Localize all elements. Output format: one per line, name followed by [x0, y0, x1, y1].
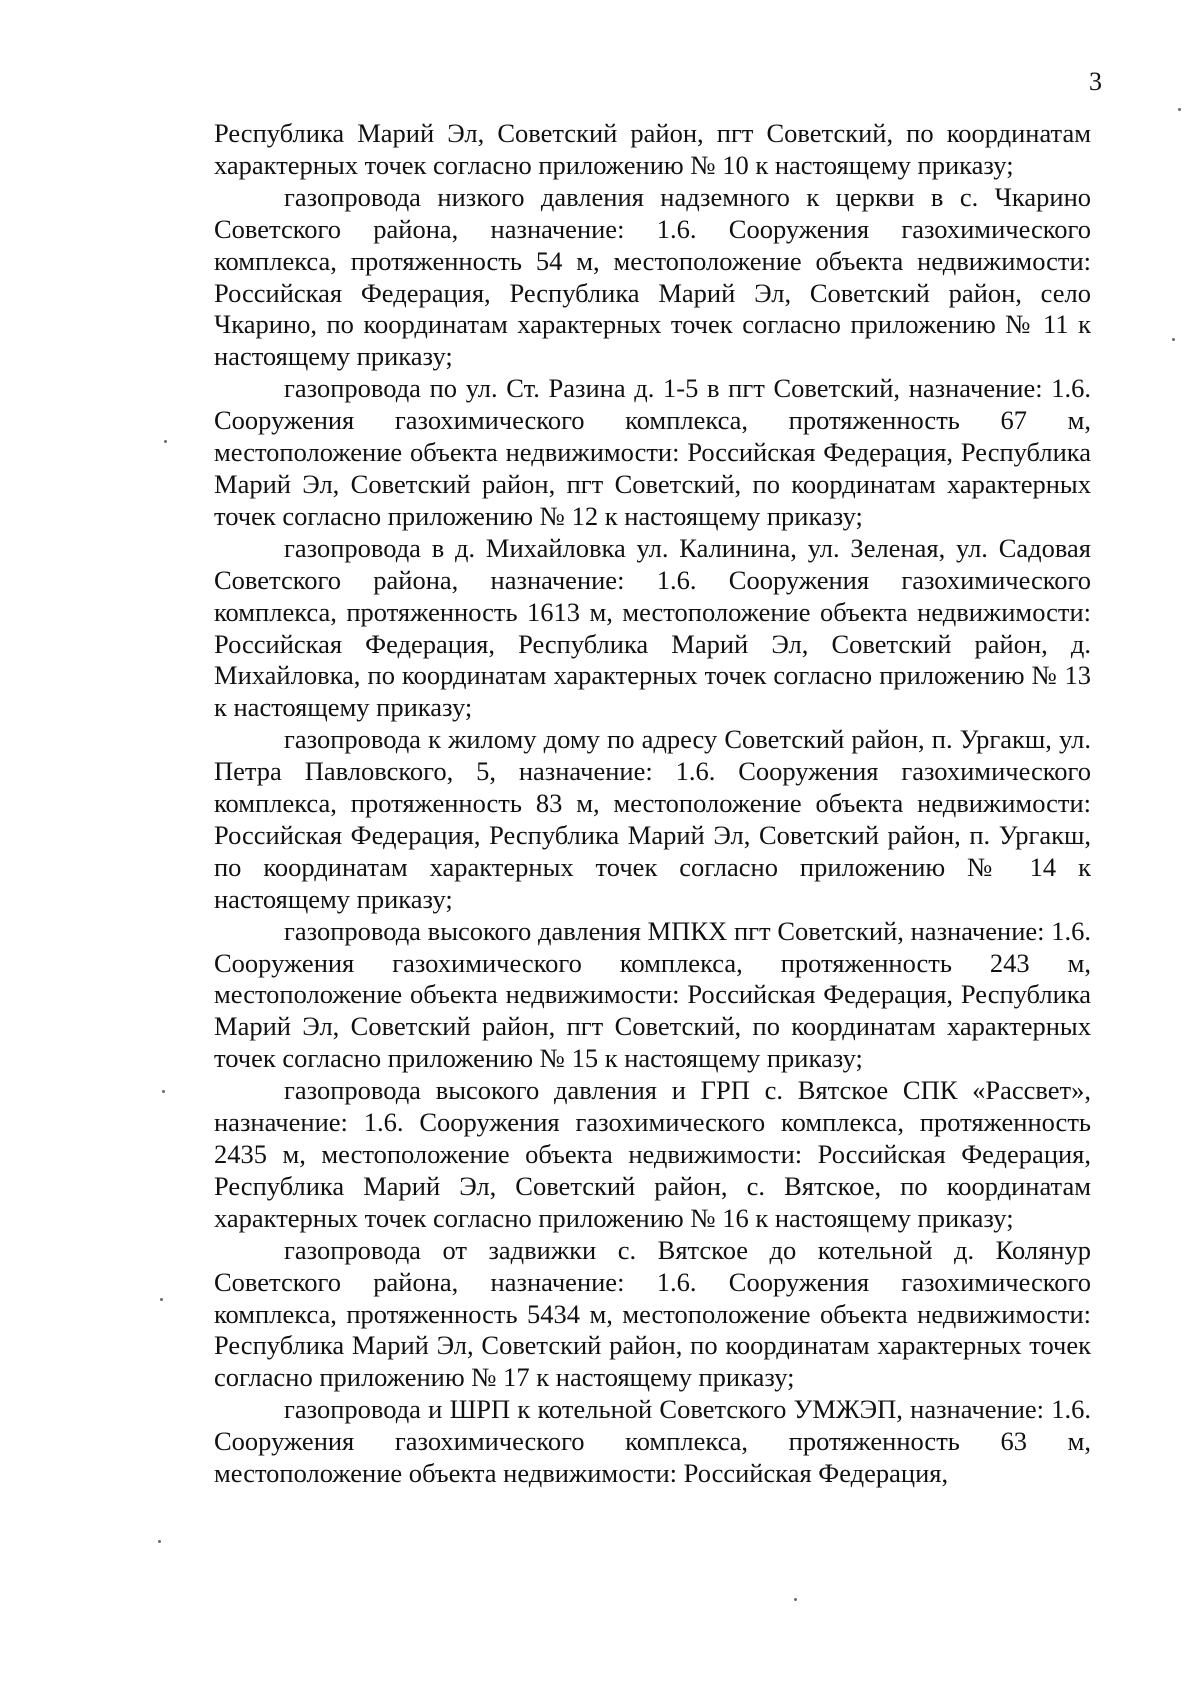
scan-speck	[162, 1090, 165, 1093]
paragraph-item: газопровода от задвижки с. Вятское до котельной д. Колянур Советского района, назначение: 1.6. Сооружения газохимического комплекса, протяженность 5434 м, местоположение объекта недвижимости: Республика Марий Эл, Советский район, по координатам характерных точек согласно приложению № 17 к настоящему приказу;	[214, 1234, 1091, 1393]
scan-speck	[794, 1598, 797, 1601]
paragraph-item: газопровода в д. Михайловка ул. Калинина, ул. Зеленая, ул. Садовая Советского района, назначение: 1.6. Сооружения газохимического комплекса, протяженность 1613 м, местоположение объекта недвижимости: Российская Федерация, Республика Марий Эл, Советский район, д. Михайловка, по координатам характерных точек согласно приложению № 13 к настоящему приказу;	[214, 532, 1091, 723]
scan-speck	[158, 1540, 161, 1543]
paragraph-item: газопровода низкого давления надземного к церкви в с. Чкарино Советского района, назначение: 1.6. Сооружения газохимического комплекса, протяженность 54 м, местоположение объекта недвижимости: Российская Федерация, Республика Марий Эл, Советский район, село Чкарино, по координатам характерных точек согласно приложению № 11 к настоящему приказу;	[214, 181, 1091, 372]
paragraph-continuation: Республика Марий Эл, Советский район, пгт Советский, по координатам характерных точек согласно приложению № 10 к настоящему приказу;	[214, 118, 1091, 180]
paragraph-item: газопровода высокого давления и ГРП с. Вятское СПК «Рассвет», назначение: 1.6. Сооружения газохимического комплекса, протяженность 2435 м, местоположение объекта недвижимости: Российская Федерация, Республика Марий Эл, Советский район, с. Вятское, по координатам характерных точек согласно приложению № 16 к настоящему приказу;	[214, 1075, 1091, 1233]
document-body	[214, 118, 1091, 1490]
paragraph-item: газопровода и ШРП к котельной Советского УМЖЭП, назначение: 1.6. Сооружения газохимического комплекса, протяженность 63 м, местоположение объекта недвижимости: Российская Федерация,	[214, 1394, 1091, 1489]
paragraph-item: газопровода к жилому дому по адресу Советский район, п. Ургакш, ул. Петра Павловского, 5, назначение: 1.6. Сооружения газохимического комплекса, протяженность 83 м, местоположение объекта недвижимости: Российская Федерация, Республика Марий Эл, Советский район, п. Ургакш, по координатам характерных точек согласно приложению № 14 к настоящему приказу;	[214, 724, 1091, 914]
scan-speck	[164, 440, 167, 443]
scan-speck	[1172, 338, 1175, 341]
scan-speck	[160, 1298, 163, 1301]
paragraph-item: газопровода по ул. Ст. Разина д. 1-5 в пгт Советский, назначение: 1.6. Сооружения газохимического комплекса, протяженность 67 м, местоположение объекта недвижимости: Российская Федерация, Республика Марий Эл, Советский район, пгт Советский, по координатам характерных точек согласно приложению № 12 к настоящему приказу;	[214, 373, 1091, 531]
paragraph-item: газопровода высокого давления МПКХ пгт Советский, назначение: 1.6. Сооружения газохимического комплекса, протяженность 243 м, местоположение объекта недвижимости: Российская Федерация, Республика Марий Эл, Советский район, пгт Советский, по координатам характерных точек согласно приложению № 15 к настоящему приказу;	[214, 915, 1091, 1074]
scan-speck	[1178, 108, 1181, 111]
page-number: 3	[1089, 67, 1102, 96]
